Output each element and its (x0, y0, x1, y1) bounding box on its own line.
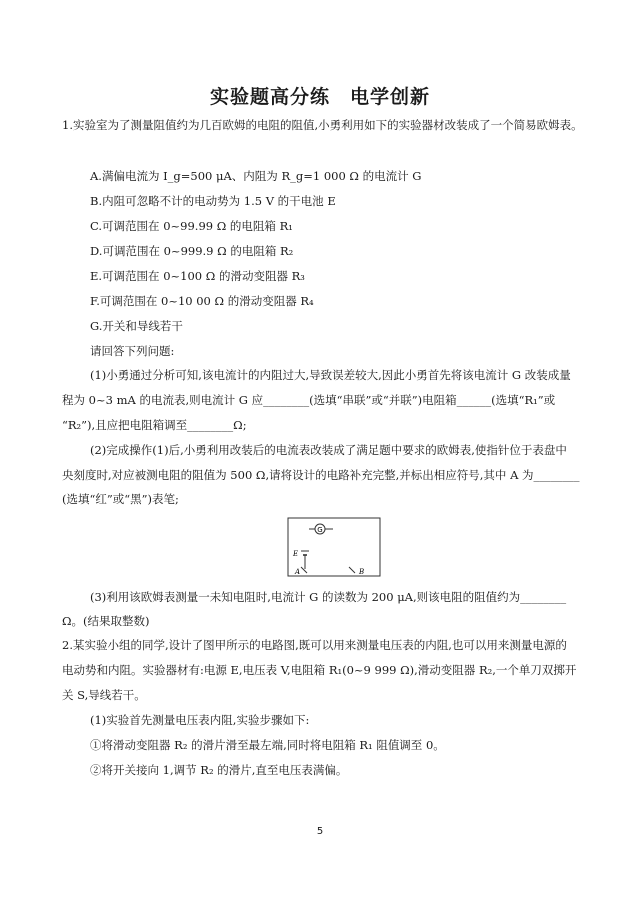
q2-intro-line2: 电动势和内阻。实验器材有:电源 E,电压表 V,电阻箱 R₁(0~9 999 Ω),滑动变阻器 R₂,一个单刀双掷开 (62, 663, 577, 677)
q1-part2-line2: 央刻度时,对应被测电阻的阻值为 500 Ω,请将设计的电路补充完整,并标出相应符号,其中 A 为________ (62, 468, 580, 482)
terminal-a-label: A (295, 568, 301, 576)
probe-b-mark (349, 567, 355, 573)
option-d: D.可调范围在 0~999.9 Ω 的电阻箱 R₂ (90, 244, 294, 258)
option-e: E.可调范围在 0~100 Ω 的滑动变阻器 R₃ (90, 269, 305, 283)
q2-step1: ①将滑动变阻器 R₂ 的滑片滑至最左端,同时将电阻箱 R₁ 阻值调至 0。 (90, 738, 445, 752)
answer-prompt: 请回答下列问题: (90, 344, 175, 358)
q1-part1-line1: (1)小勇通过分析可知,该电流计的内阻过大,导致误差较大,因此小勇首先将该电流计 G 改装成量 (90, 368, 571, 382)
q2-part1-heading: (1)实验首先测量电压表内阻,实验步骤如下: (90, 713, 310, 727)
option-a: A.满偏电流为 I_g=500 μA、内阻为 R_g=1 000 Ω 的电流计 G (90, 169, 422, 183)
probe-a-mark (301, 567, 307, 573)
page-number: 5 (316, 826, 324, 837)
q1-part3-line1: (3)利用该欧姆表测量一未知电阻时,电流计 G 的读数为 200 μA,则该电阻的阻值约为________ (90, 590, 567, 604)
q1-part1-line2: 程为 0~3 mA 的电流表,则电流计 G 应________(选填“串联”或“并联”)电阻箱______(选填“R₁”或 (62, 393, 556, 407)
galvanometer-label: G (317, 526, 323, 534)
option-b: B.内阻可忽略不计的电动势为 1.5 V 的干电池 E (90, 194, 336, 208)
terminal-b-label: B (359, 568, 365, 576)
page-title: 实验题高分练 电学创新 (209, 86, 430, 108)
q1-part2-line1: (2)完成操作(1)后,小勇利用改装后的电流表改装成了满足题中要求的欧姆表,使指针位于表盘中 (90, 443, 567, 457)
option-f: F.可调范围在 0~10 00 Ω 的滑动变阻器 R₄ (90, 294, 314, 308)
q1-part3-line2: Ω。(结果取整数) (62, 614, 150, 628)
option-g: G.开关和导线若干 (90, 319, 183, 333)
q1-part2-line3: (选填“红”或“黑”)表笔; (62, 492, 179, 506)
option-c: C.可调范围在 0~99.99 Ω 的电阻箱 R₁ (90, 219, 293, 233)
battery-label: E (293, 550, 299, 558)
q1-intro: 1.实验室为了测量阻值约为几百欧姆的电阻的阻值,小勇利用如下的实验器材改装成了一个简易欧姆表。 (62, 118, 583, 132)
q2-intro-line3: 关 S,导线若干。 (62, 688, 146, 702)
ohmmeter-circuit-diagram (287, 517, 381, 579)
q2-step2: ②将开关接向 1,调节 R₂ 的滑片,直至电压表满偏。 (90, 763, 348, 777)
q2-intro-line1: 2.某实验小组的同学,设计了图甲所示的电路图,既可以用来测量电压表的内阻,也可以用来测量电源的 (62, 638, 567, 652)
q1-part1-line3: “R₂”),且应把电阻箱调至________Ω; (62, 418, 247, 432)
